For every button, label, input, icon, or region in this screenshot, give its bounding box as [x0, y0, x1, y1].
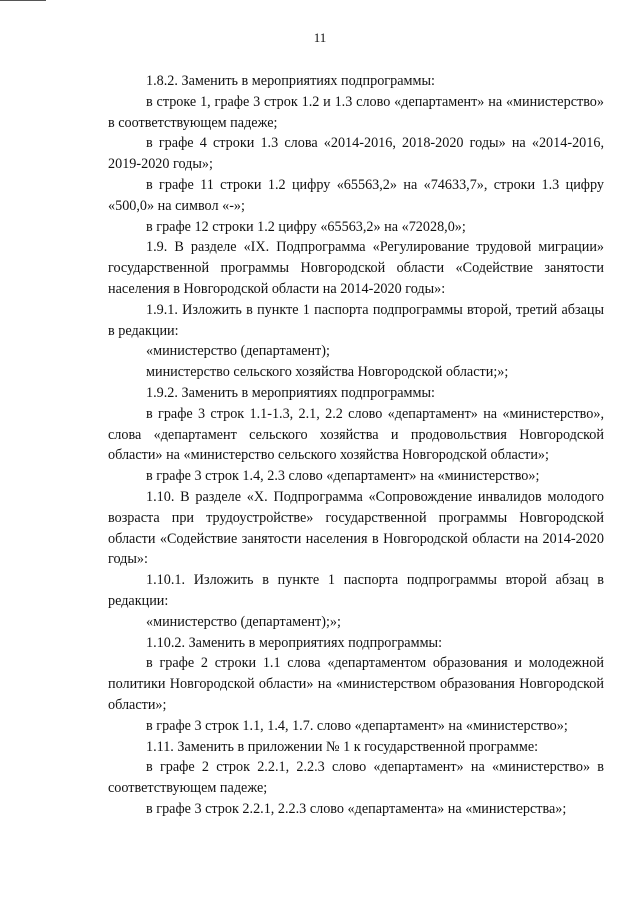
paragraph: в графе 4 строки 1.3 слова «2014-2016, 2018-2020 годы» на «2014-2016, 2019-2020 годы»; [108, 135, 604, 173]
paragraph: 1.11. Заменить в приложении № 1 к государственной программе: [146, 738, 539, 755]
paragraph: 1.10.2. Заменить в мероприятиях подпрограммы: [146, 634, 443, 651]
page-number: 11 [313, 30, 327, 45]
paragraph: в строке 1, графе 3 строк 1.2 и 1.3 слово «департамент» на «министерство» в соответствующем падеже; [108, 93, 604, 131]
paragraph: «министерство (департамент);»; [146, 613, 341, 630]
paragraph: в графе 3 строк 2.2.1, 2.2.3 слово «департамента» на «министерства»; [146, 800, 567, 817]
paragraph: 1.10. В разделе «X. Подпрограмма «Сопровождение инвалидов молодого возраста при трудоустройстве» государственной программы Новгородской области «Содействие занятости населения в Новгородской области на 2014-2020 годы»: [108, 488, 604, 568]
paragraph: 1.9. В разделе «IX. Подпрограмма «Регулирование трудовой миграции» государственной программы Новгородской области «Содействие занятости населения в Новгородской области на 2014-2020 годы»: [108, 239, 604, 297]
paragraph: в графе 12 строки 1.2 цифру «65563,2» на «72028,0»; [146, 218, 466, 235]
paragraph: в графе 2 строк 2.2.1, 2.2.3 слово «департамент» на «министерство» в соответствующем падеже; [108, 759, 604, 797]
paragraph: в графе 3 строк 1.4, 2.3 слово «департамент» на «министерство»; [146, 468, 540, 485]
paragraph: 1.9.2. Заменить в мероприятиях подпрограммы: [146, 384, 435, 401]
top-edge-rule [0, 0, 46, 1]
document-body [108, 71, 604, 820]
paragraph: 1.8.2. Заменить в мероприятиях подпрограммы: [146, 73, 435, 89]
paragraph: 1.10.1. Изложить в пункте 1 паспорта подпрограммы второй абзац в редакции: [108, 572, 604, 609]
paragraph: министерство сельского хозяйства Новгородской области;»; [146, 364, 509, 381]
paragraph: «министерство (департамент); [146, 343, 330, 360]
paragraph: в графе 2 строки 1.1 слова «департаментом образования и молодежной политики Новгородской области» на «министерством образования Новгородской области»; [108, 655, 604, 713]
paragraph: в графе 3 строк 1.1-1.3, 2.1, 2.2 слово «департамент» на «министерство», слова «департамент сельского хозяйства и продовольствия Новгородской области» на «министерство сельского хозяйства Новгородской области»; [108, 405, 604, 464]
paragraph: 1.9.1. Изложить в пункте 1 паспорта подпрограммы второй, третий абзацы в редакции: [108, 301, 604, 339]
paragraph: в графе 11 строки 1.2 цифру «65563,2» на «74633,7», строки 1.3 цифру «500,0» на символ «-»; [108, 176, 604, 214]
paragraph: в графе 3 строк 1.1, 1.4, 1.7. слово «департамент» на «министерство»; [146, 717, 568, 734]
